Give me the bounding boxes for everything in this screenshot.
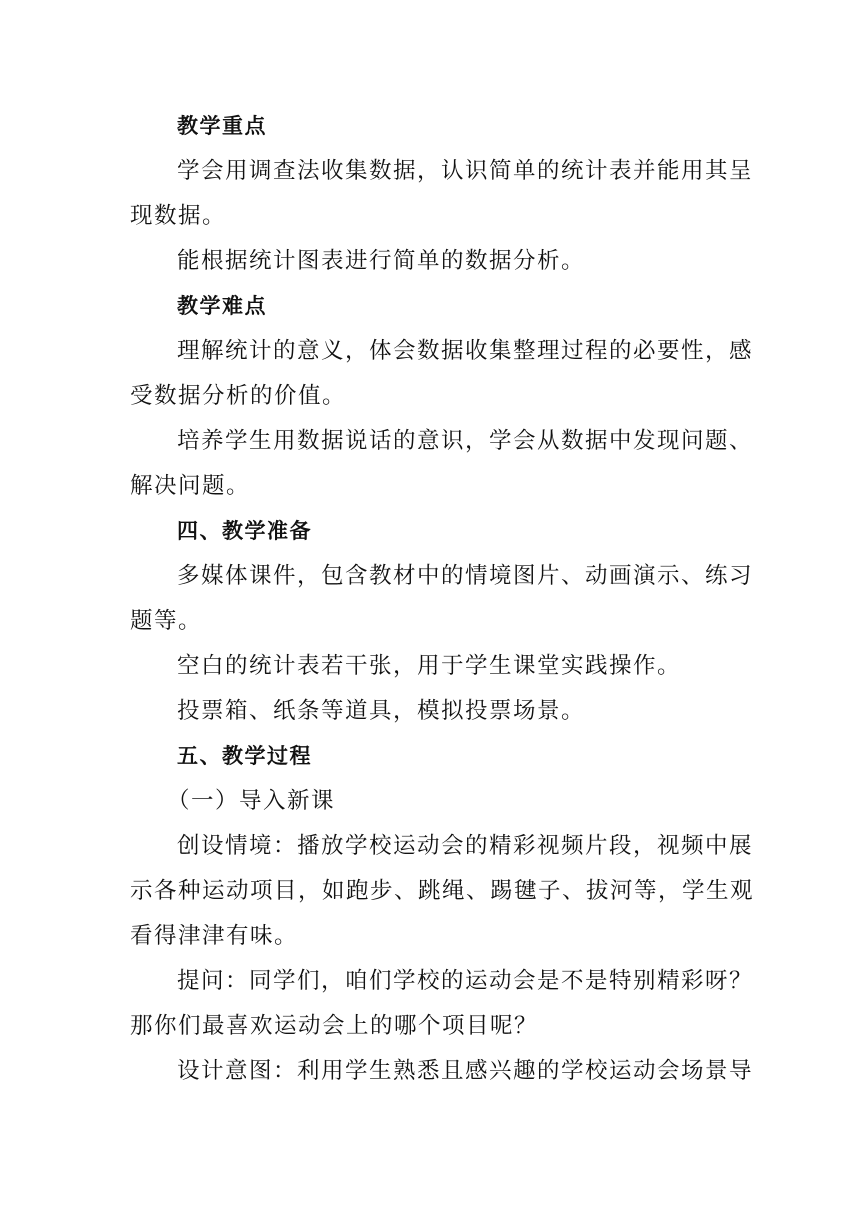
paragraph-line: 理解统计的意义，体会数据收集整理过程的必要性，感 [177, 338, 754, 364]
paragraph-line: 提问：同学们，咱们学校的运动会是不是特别精彩呀？ [177, 968, 754, 994]
paragraph-line: 看得津津有味。 [130, 923, 299, 949]
section-heading-process: 五、教学过程 [177, 744, 312, 768]
section-heading-teaching-difficulty: 教学难点 [177, 294, 267, 318]
paragraph-line: 现数据。 [130, 203, 227, 229]
subsection-heading-intro: （一）导入新课 [167, 788, 336, 814]
paragraph-line: 那你们最喜欢运动会上的哪个项目呢？ [130, 1013, 539, 1039]
section-heading-preparation: 四、教学准备 [177, 519, 312, 543]
paragraph-line: 培养学生用数据说话的意识，学会从数据中发现问题、 [177, 428, 754, 454]
paragraph-line: 示各种运动项目，如跑步、跳绳、踢毽子、拔河等，学生观 [130, 878, 755, 904]
paragraph-line: 多媒体课件，包含教材中的情境图片、动画演示、练习 [177, 563, 754, 589]
paragraph-line: 投票箱、纸条等道具，模拟投票场景。 [177, 698, 586, 724]
paragraph-line: 受数据分析的价值。 [130, 383, 347, 409]
paragraph-line: 题等。 [130, 608, 203, 634]
paragraph-line: 学会用调查法收集数据，认识简单的统计表并能用其呈 [177, 158, 754, 184]
paragraph-line: 设计意图：利用学生熟悉且感兴趣的学校运动会场景导 [177, 1058, 754, 1084]
document-page [130, 104, 755, 1094]
paragraph-line: 空白的统计表若干张，用于学生课堂实践操作。 [177, 653, 682, 679]
paragraph-line: 解决问题。 [130, 473, 251, 499]
section-heading-teaching-focus: 教学重点 [177, 114, 267, 138]
paragraph-line: 创设情境：播放学校运动会的精彩视频片段，视频中展 [177, 833, 754, 859]
paragraph-line: 能根据统计图表进行简单的数据分析。 [177, 248, 586, 274]
